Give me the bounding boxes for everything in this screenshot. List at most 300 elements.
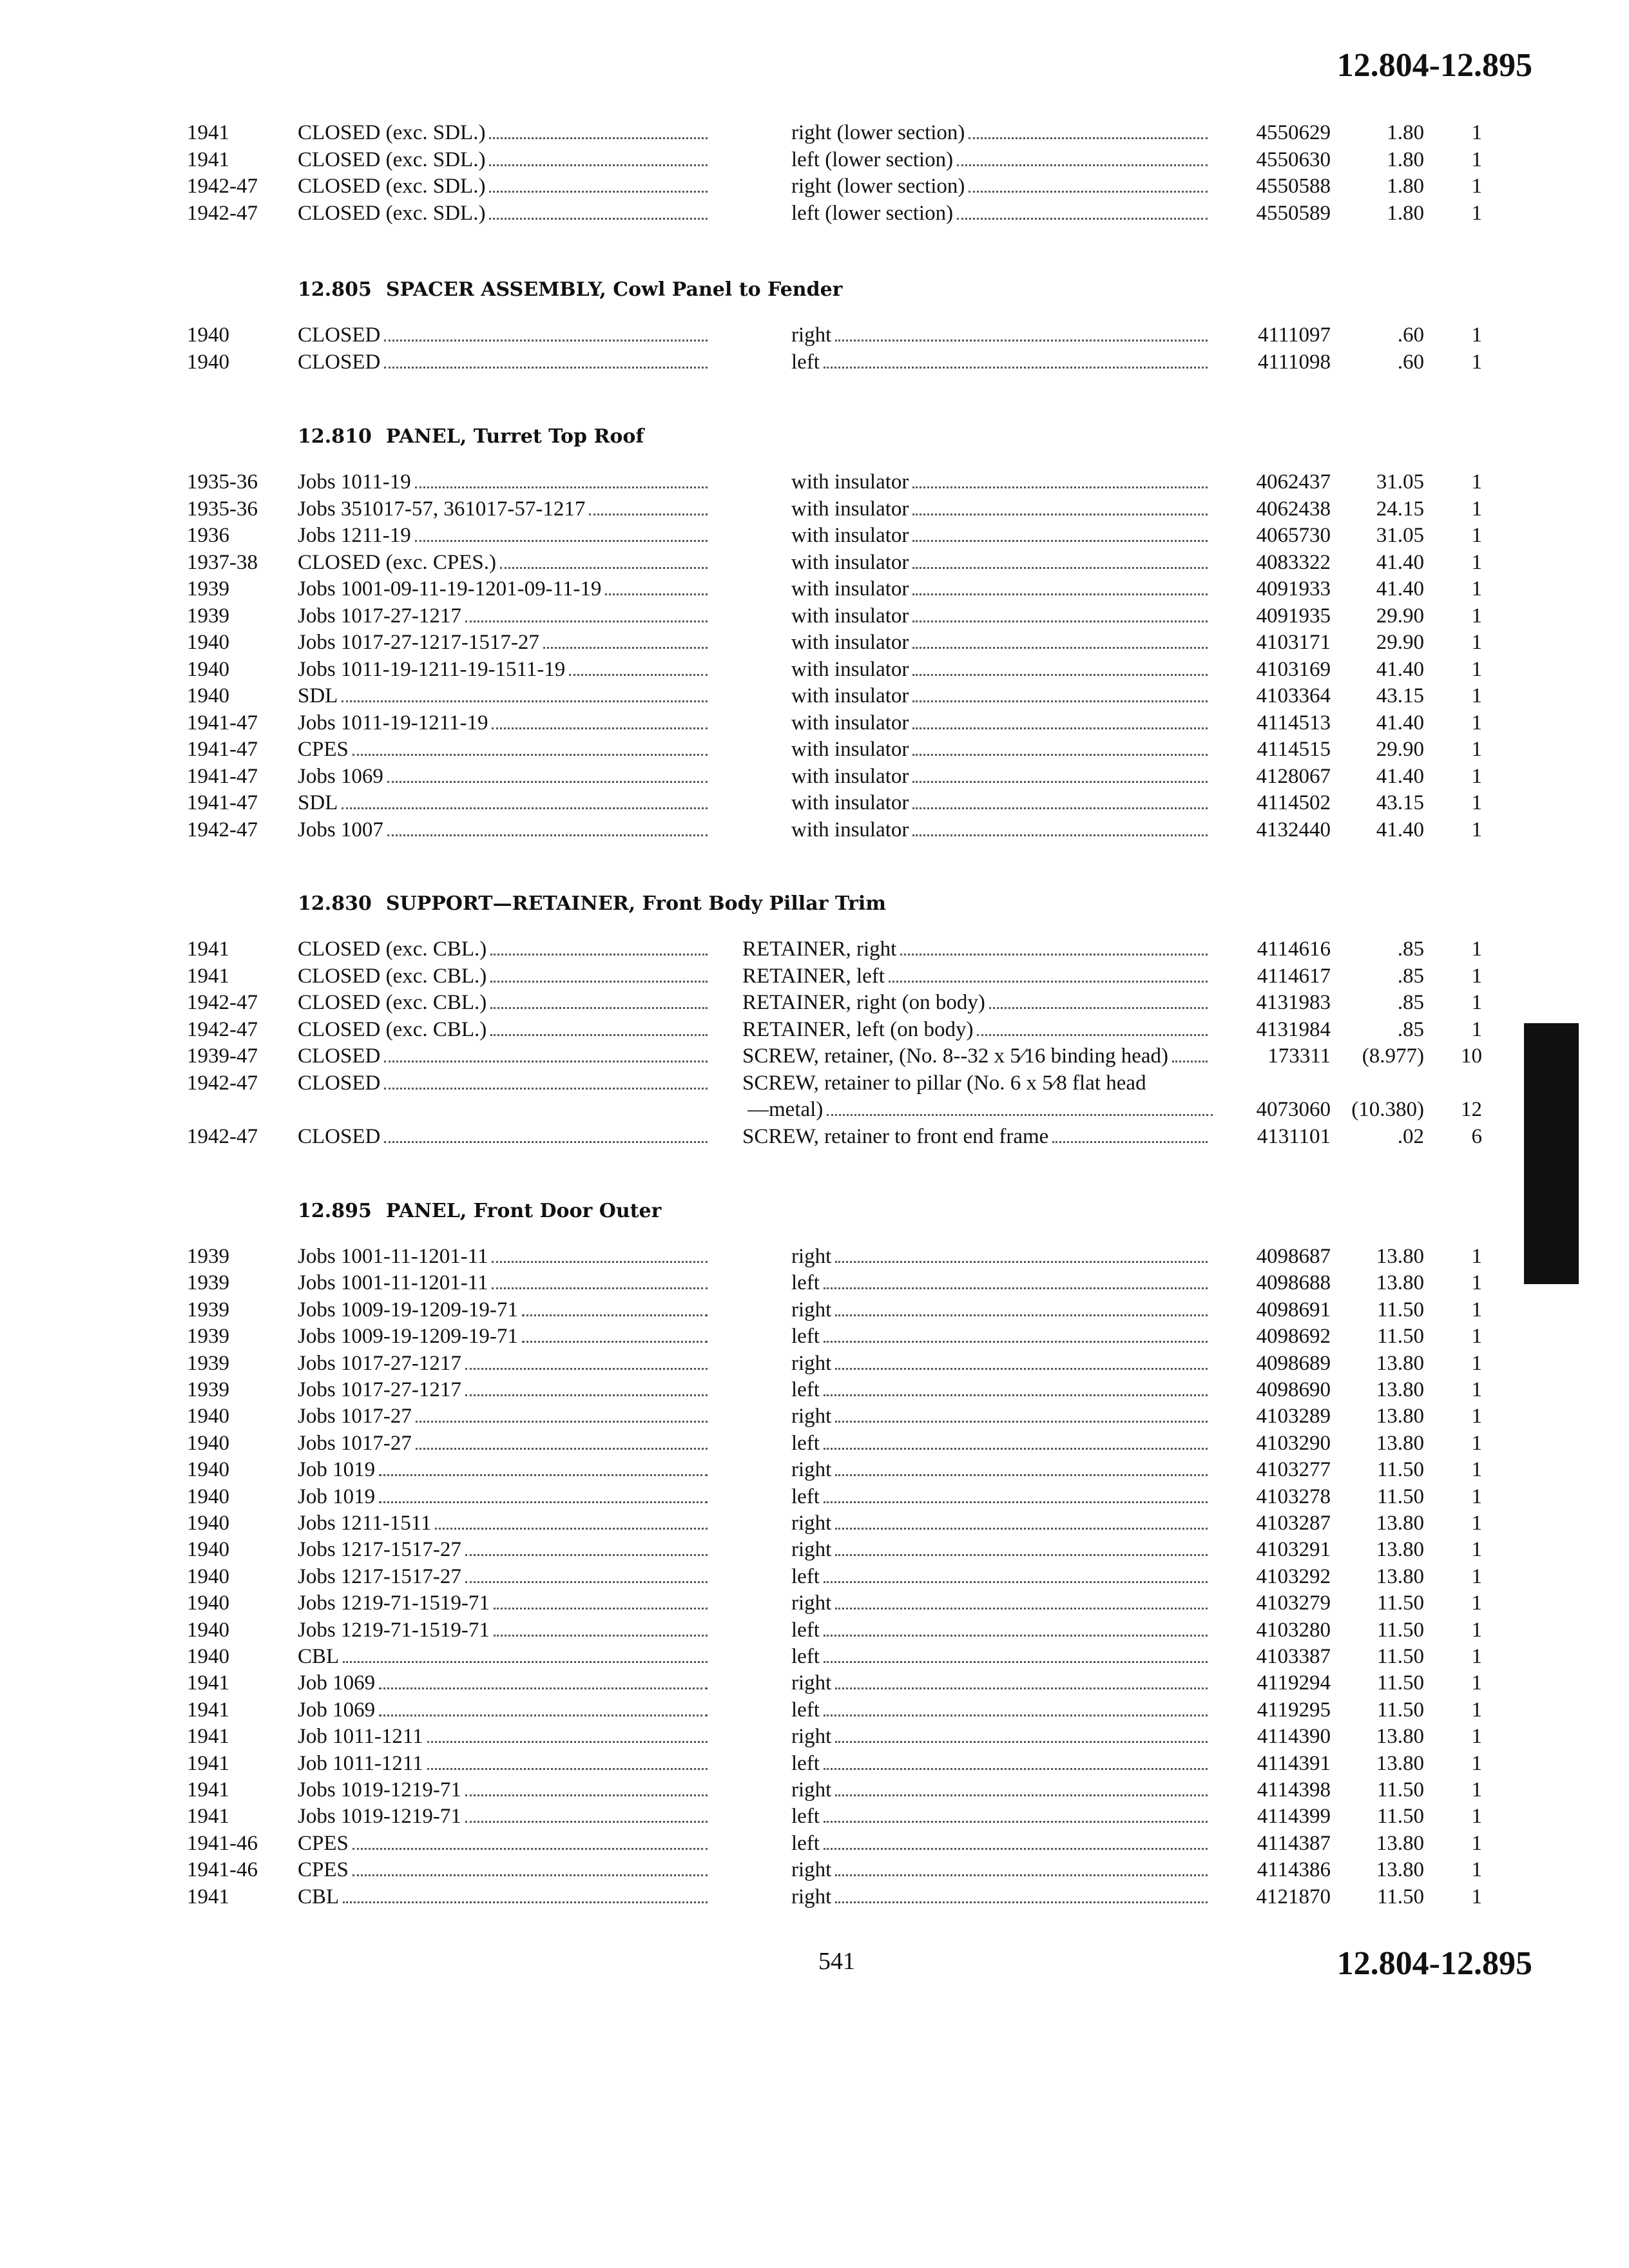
description-text: left bbox=[791, 1325, 820, 1349]
price-cell: 11.50 bbox=[1376, 1298, 1424, 1321]
body-style-cell bbox=[298, 1698, 710, 1722]
leader-dots bbox=[824, 1848, 1208, 1850]
part-number-cell: 4132440 bbox=[1256, 818, 1331, 841]
part-number-cell: 4114616 bbox=[1257, 937, 1331, 961]
leader-dots bbox=[352, 1848, 708, 1850]
leader-dots bbox=[492, 1261, 708, 1263]
leader-dots bbox=[492, 727, 708, 729]
body-style-cell bbox=[298, 1538, 710, 1562]
quantity-cell: 1 bbox=[1471, 1751, 1482, 1775]
year-cell: 1941-47 bbox=[187, 738, 258, 761]
quantity-cell: 1 bbox=[1471, 1017, 1482, 1041]
year-cell: 1940 bbox=[187, 1458, 229, 1482]
year-cell: 1940 bbox=[187, 1512, 229, 1535]
leader-dots bbox=[490, 981, 708, 983]
description-cell bbox=[791, 1485, 1210, 1509]
leader-dots bbox=[379, 1715, 708, 1716]
price-cell: 11.50 bbox=[1376, 1591, 1424, 1615]
leader-dots bbox=[384, 1141, 708, 1143]
part-number-cell: 4073060 bbox=[1256, 1098, 1331, 1121]
description-cell bbox=[791, 1619, 1210, 1642]
description-cell bbox=[791, 1245, 1210, 1269]
body-style-text: CLOSED (exc. SDL.) bbox=[298, 201, 486, 225]
price-cell: 31.05 bbox=[1376, 524, 1424, 547]
body-style-cell bbox=[298, 1072, 710, 1095]
description-cell bbox=[791, 1832, 1210, 1856]
body-style-cell bbox=[298, 765, 710, 789]
leader-dots bbox=[912, 514, 1208, 515]
part-number-cell: 4114399 bbox=[1257, 1805, 1331, 1829]
section-name: SUPPORT—RETAINER, Front Body Pillar Trim bbox=[385, 892, 886, 915]
price-cell: 13.80 bbox=[1376, 1858, 1424, 1882]
year-cell: 1941 bbox=[187, 1725, 229, 1749]
body-style-cell bbox=[298, 1352, 710, 1376]
description-text: with insulator bbox=[791, 764, 909, 788]
body-style-text: CLOSED bbox=[298, 1044, 381, 1068]
price-cell: 1.80 bbox=[1387, 175, 1424, 198]
body-style-cell bbox=[298, 1778, 710, 1802]
price-cell: 11.50 bbox=[1376, 1805, 1424, 1829]
leader-dots bbox=[835, 1554, 1208, 1556]
description-text: right bbox=[791, 1458, 832, 1482]
description-cell bbox=[791, 497, 1210, 521]
body-style-cell bbox=[298, 1805, 710, 1829]
year-cell: 1940 bbox=[187, 1564, 229, 1588]
table-row bbox=[0, 1378, 1629, 1405]
year-cell: 1935-36 bbox=[187, 470, 258, 494]
year-cell: 1940 bbox=[187, 1485, 229, 1508]
leader-dots bbox=[379, 1501, 708, 1503]
part-number-cell: 4131983 bbox=[1256, 991, 1331, 1014]
description-cell bbox=[791, 1591, 1210, 1615]
description-cell bbox=[791, 1885, 1210, 1909]
quantity-cell: 1 bbox=[1471, 738, 1482, 761]
description-text: left (lower section) bbox=[791, 201, 954, 225]
description-text: right bbox=[791, 323, 832, 347]
description-cell bbox=[791, 658, 1210, 682]
leader-dots bbox=[912, 593, 1208, 595]
price-cell: .85 bbox=[1397, 964, 1424, 988]
leader-dots bbox=[969, 191, 1208, 193]
body-style-text: Job 1011-1211 bbox=[298, 1751, 423, 1775]
description-cell bbox=[791, 631, 1210, 655]
description-cell bbox=[791, 1512, 1210, 1535]
leader-dots bbox=[1172, 1061, 1208, 1062]
year-cell: 1940 bbox=[187, 684, 229, 707]
leader-dots bbox=[379, 1687, 708, 1689]
body-style-text: CLOSED (exc. SDL.) bbox=[298, 121, 486, 144]
description-cell bbox=[742, 1018, 1210, 1042]
part-number-cell: 4083322 bbox=[1256, 550, 1331, 574]
quantity-cell: 1 bbox=[1471, 323, 1482, 347]
description-text: with insulator bbox=[791, 818, 909, 841]
quantity-cell: 1 bbox=[1471, 711, 1482, 735]
leader-dots bbox=[490, 1034, 708, 1036]
body-style-text: Jobs 1001-11-1201-11 bbox=[298, 1271, 488, 1295]
leader-dots bbox=[1052, 1141, 1208, 1143]
description-cell bbox=[791, 470, 1210, 494]
body-style-text: Jobs 1009-19-1209-19-71 bbox=[298, 1325, 518, 1349]
year-cell: 1940 bbox=[187, 1618, 229, 1642]
body-style-text: Jobs 1001-11-1201-11 bbox=[298, 1245, 488, 1268]
body-style-text: Jobs 1001-09-11-19-1201-09-11-19 bbox=[298, 577, 602, 601]
body-style-text: Job 1069 bbox=[298, 1671, 376, 1695]
part-number-cell: 4128067 bbox=[1256, 764, 1331, 788]
part-number-cell: 4103279 bbox=[1256, 1591, 1331, 1615]
part-number-cell: 4103171 bbox=[1256, 631, 1331, 654]
body-style-text: Jobs 351017-57, 361017-57-1217 bbox=[298, 497, 586, 521]
year-cell: 1939 bbox=[187, 1271, 229, 1295]
leader-dots bbox=[824, 1635, 1208, 1637]
description-text: right bbox=[791, 1405, 832, 1428]
price-cell: 11.50 bbox=[1376, 1645, 1424, 1668]
year-cell: 1941 bbox=[187, 1698, 229, 1722]
part-number-cell: 4103364 bbox=[1256, 684, 1331, 707]
part-number-cell: 4114390 bbox=[1257, 1725, 1331, 1749]
body-style-cell bbox=[298, 1125, 710, 1149]
table-row bbox=[0, 1725, 1629, 1751]
table-row bbox=[0, 1645, 1629, 1671]
quantity-cell: 1 bbox=[1471, 818, 1482, 841]
body-style-cell bbox=[298, 658, 710, 682]
description-cell bbox=[742, 1125, 1210, 1149]
body-style-cell bbox=[298, 991, 710, 1015]
section-title bbox=[298, 892, 886, 915]
body-style-cell bbox=[298, 470, 710, 494]
leader-dots bbox=[465, 1821, 708, 1823]
quantity-cell: 1 bbox=[1471, 1671, 1482, 1695]
description-cell bbox=[747, 1098, 1215, 1122]
body-style-cell bbox=[298, 175, 710, 198]
description-cell bbox=[791, 351, 1210, 374]
part-number-cell: 4131984 bbox=[1256, 1017, 1331, 1041]
table-row bbox=[0, 1885, 1629, 1912]
description-text: with insulator bbox=[791, 577, 909, 601]
leader-dots bbox=[824, 367, 1208, 369]
body-style-text: CLOSED bbox=[298, 350, 381, 374]
price-cell: 29.90 bbox=[1376, 631, 1424, 654]
part-number-cell: 4065730 bbox=[1256, 524, 1331, 547]
part-number-cell: 4114515 bbox=[1257, 738, 1331, 761]
quantity-cell: 1 bbox=[1471, 1245, 1482, 1268]
price-cell: 24.15 bbox=[1376, 497, 1424, 521]
quantity-cell: 1 bbox=[1471, 175, 1482, 198]
leader-dots bbox=[824, 1394, 1208, 1396]
body-style-text: Jobs 1011-19-1211-19-1511-19 bbox=[298, 657, 566, 681]
body-style-text: Job 1019 bbox=[298, 1458, 376, 1482]
year-cell: 1940 bbox=[187, 323, 229, 347]
year-cell: 1941 bbox=[187, 1778, 229, 1802]
part-number-cell: 4098690 bbox=[1256, 1378, 1331, 1401]
body-style-text: CLOSED (exc. SDL.) bbox=[298, 175, 486, 198]
price-cell: 41.40 bbox=[1376, 577, 1424, 601]
leader-dots bbox=[824, 1341, 1208, 1343]
leader-dots bbox=[465, 1554, 708, 1556]
price-cell: 13.80 bbox=[1376, 1271, 1424, 1295]
price-cell: 11.50 bbox=[1376, 1458, 1424, 1482]
year-cell: 1939 bbox=[187, 1378, 229, 1401]
price-cell: 29.90 bbox=[1376, 738, 1424, 761]
year-cell: 1941 bbox=[187, 148, 229, 171]
description-text: right (lower section) bbox=[791, 121, 965, 144]
description-text: with insulator bbox=[791, 604, 909, 628]
leader-dots bbox=[912, 754, 1208, 756]
leader-dots bbox=[824, 1448, 1208, 1450]
description-text: with insulator bbox=[791, 711, 909, 735]
description-cell bbox=[742, 937, 1210, 961]
leader-dots bbox=[416, 1421, 708, 1423]
part-number-cell: 4114617 bbox=[1257, 964, 1331, 988]
table-row bbox=[0, 1485, 1629, 1512]
section-number: 12.805 bbox=[298, 278, 372, 301]
table-row bbox=[0, 1271, 1629, 1298]
body-style-text: Jobs 1019-1219-71 bbox=[298, 1778, 461, 1802]
leader-dots bbox=[835, 1794, 1208, 1796]
body-style-cell bbox=[298, 818, 710, 842]
description-cell bbox=[791, 323, 1210, 347]
year-cell: 1939 bbox=[187, 1298, 229, 1321]
leader-dots bbox=[489, 137, 708, 139]
part-number-cell: 4103278 bbox=[1256, 1485, 1331, 1508]
quantity-cell: 1 bbox=[1471, 121, 1482, 144]
leader-dots bbox=[835, 1314, 1208, 1316]
quantity-cell: 1 bbox=[1471, 1831, 1482, 1855]
body-style-text: CBL bbox=[298, 1885, 340, 1908]
year-cell: 1942-47 bbox=[187, 991, 258, 1014]
leader-dots bbox=[427, 1768, 708, 1770]
description-cell bbox=[791, 1858, 1210, 1882]
quantity-cell: 1 bbox=[1471, 937, 1482, 961]
quantity-cell: 1 bbox=[1471, 1885, 1482, 1908]
quantity-cell: 1 bbox=[1471, 1645, 1482, 1668]
year-cell: 1942-47 bbox=[187, 818, 258, 841]
year-cell: 1941-47 bbox=[187, 711, 258, 735]
table-row bbox=[0, 1565, 1629, 1591]
table-row bbox=[0, 991, 1629, 1017]
description-text: with insulator bbox=[791, 738, 909, 761]
price-cell: 41.40 bbox=[1376, 818, 1424, 841]
table-row bbox=[0, 470, 1629, 497]
table-row bbox=[0, 1832, 1629, 1858]
price-cell: (8.977) bbox=[1362, 1044, 1424, 1068]
table-row bbox=[0, 631, 1629, 657]
description-cell bbox=[791, 1725, 1210, 1749]
body-style-cell bbox=[298, 1018, 710, 1042]
description-text: RETAINER, right bbox=[742, 937, 897, 961]
year-cell: 1940 bbox=[187, 1431, 229, 1455]
body-style-cell bbox=[298, 1325, 710, 1349]
description-text: right bbox=[791, 1298, 832, 1321]
year-cell: 1939 bbox=[187, 1351, 229, 1375]
price-cell: (10.380) bbox=[1351, 1098, 1424, 1121]
leader-dots bbox=[489, 191, 708, 193]
body-style-cell bbox=[298, 631, 710, 655]
leader-dots bbox=[912, 647, 1208, 649]
leader-dots bbox=[465, 1394, 708, 1396]
body-style-text: Jobs 1219-71-1519-71 bbox=[298, 1591, 490, 1615]
description-cell bbox=[791, 1565, 1210, 1589]
year-cell: 1942-47 bbox=[187, 175, 258, 198]
quantity-cell: 1 bbox=[1471, 1698, 1482, 1722]
leader-dots bbox=[489, 218, 708, 220]
quantity-cell: 1 bbox=[1471, 1538, 1482, 1562]
leader-dots bbox=[889, 981, 1208, 983]
table-row bbox=[0, 765, 1629, 791]
description-text: with insulator bbox=[791, 497, 909, 521]
year-cell: 1940 bbox=[187, 1538, 229, 1562]
table-row bbox=[0, 1591, 1629, 1618]
body-style-text: Jobs 1017-27 bbox=[298, 1431, 412, 1455]
part-number-cell: 4091935 bbox=[1256, 604, 1331, 628]
body-style-cell bbox=[298, 684, 710, 708]
quantity-cell: 1 bbox=[1471, 1858, 1482, 1882]
body-style-cell bbox=[298, 497, 710, 521]
body-style-text: Jobs 1011-19 bbox=[298, 470, 411, 494]
quantity-cell: 1 bbox=[1471, 577, 1482, 601]
body-style-text: Jobs 1211-19 bbox=[298, 524, 411, 547]
quantity-cell: 1 bbox=[1471, 350, 1482, 374]
description-cell bbox=[791, 604, 1210, 628]
table-row bbox=[0, 1805, 1629, 1831]
body-style-cell bbox=[298, 1458, 710, 1482]
body-style-text: Jobs 1017-27 bbox=[298, 1405, 412, 1428]
body-style-cell bbox=[298, 577, 710, 601]
leader-dots bbox=[384, 340, 708, 341]
leader-dots bbox=[352, 1874, 708, 1876]
table-row bbox=[0, 937, 1629, 964]
price-cell: 13.80 bbox=[1376, 1751, 1424, 1775]
part-number-cell: 4121870 bbox=[1256, 1885, 1331, 1908]
table-row bbox=[0, 1125, 1629, 1151]
leader-dots bbox=[384, 1061, 708, 1062]
body-style-cell bbox=[298, 1512, 710, 1535]
description-cell bbox=[791, 1778, 1210, 1802]
leader-dots bbox=[824, 1768, 1208, 1770]
price-cell: .02 bbox=[1397, 1124, 1424, 1148]
description-text: with insulator bbox=[791, 791, 909, 814]
year-cell: 1941 bbox=[187, 937, 229, 961]
part-number-cell: 4098689 bbox=[1256, 1351, 1331, 1375]
quantity-cell: 12 bbox=[1461, 1098, 1482, 1121]
price-cell: 13.80 bbox=[1376, 1431, 1424, 1455]
leader-dots bbox=[977, 1034, 1208, 1036]
price-cell: 1.80 bbox=[1387, 121, 1424, 144]
leader-dots bbox=[465, 620, 708, 622]
description-text: with insulator bbox=[791, 631, 909, 654]
price-cell: 11.50 bbox=[1376, 1778, 1424, 1802]
body-style-cell bbox=[298, 1725, 710, 1749]
price-cell: 11.50 bbox=[1376, 1325, 1424, 1349]
part-number-cell: 4103289 bbox=[1256, 1405, 1331, 1428]
description-text: left bbox=[791, 1271, 820, 1295]
body-style-text: Jobs 1069 bbox=[298, 764, 383, 788]
part-number-cell: 4550629 bbox=[1256, 121, 1331, 144]
leader-dots bbox=[824, 1821, 1208, 1823]
part-number-cell: 4103292 bbox=[1256, 1564, 1331, 1588]
body-style-cell bbox=[298, 351, 710, 374]
year-cell: 1939 bbox=[187, 577, 229, 601]
price-cell: 43.15 bbox=[1376, 791, 1424, 814]
quantity-cell: 1 bbox=[1471, 1298, 1482, 1321]
thumb-index-tab bbox=[1524, 1023, 1579, 1284]
table-row bbox=[0, 202, 1629, 228]
body-style-text: Jobs 1019-1219-71 bbox=[298, 1805, 461, 1829]
body-style-cell bbox=[298, 524, 710, 548]
description-cell bbox=[791, 1671, 1210, 1695]
quantity-cell: 1 bbox=[1471, 1351, 1482, 1375]
section-title bbox=[298, 1200, 661, 1222]
table-row bbox=[0, 497, 1629, 524]
leader-dots bbox=[912, 807, 1208, 809]
body-style-text: Jobs 1219-71-1519-71 bbox=[298, 1618, 490, 1642]
part-number-cell: 4114391 bbox=[1257, 1751, 1331, 1775]
description-text: RETAINER, right (on body) bbox=[742, 991, 985, 1014]
leader-dots bbox=[912, 727, 1208, 729]
leader-dots bbox=[465, 1581, 708, 1583]
description-cell bbox=[791, 1538, 1210, 1562]
leader-dots bbox=[343, 1661, 708, 1663]
part-number-cell: 4103291 bbox=[1256, 1538, 1331, 1562]
leader-dots bbox=[384, 367, 708, 369]
table-row bbox=[0, 1044, 1629, 1071]
body-style-text: CPES bbox=[298, 1831, 349, 1855]
description-text: SCREW, retainer, (No. 8--32 x 5⁄16 binding head) bbox=[742, 1044, 1169, 1068]
description-text: right bbox=[791, 1725, 832, 1749]
description-text: right bbox=[791, 1778, 832, 1802]
part-number-cell: 4114398 bbox=[1257, 1778, 1331, 1802]
price-cell: 13.80 bbox=[1376, 1351, 1424, 1375]
table-row bbox=[0, 791, 1629, 818]
description-text: left bbox=[791, 1431, 820, 1455]
leader-dots bbox=[824, 1287, 1208, 1289]
description-cell bbox=[791, 577, 1210, 601]
leader-dots bbox=[490, 954, 708, 956]
body-style-text: Jobs 1011-19-1211-19 bbox=[298, 711, 488, 735]
body-style-text: Jobs 1017-27-1217-1517-27 bbox=[298, 631, 539, 654]
year-cell: 1940 bbox=[187, 1405, 229, 1428]
year-cell: 1941 bbox=[187, 1671, 229, 1695]
table-row bbox=[0, 1098, 1629, 1124]
part-number-cell: 4103280 bbox=[1256, 1618, 1331, 1642]
description-text: right bbox=[791, 1538, 832, 1562]
section-name: PANEL, Front Door Outer bbox=[385, 1200, 662, 1222]
leader-dots bbox=[912, 674, 1208, 676]
price-cell: 41.40 bbox=[1376, 764, 1424, 788]
leader-dots bbox=[835, 1528, 1208, 1530]
year-cell: 1940 bbox=[187, 350, 229, 374]
price-cell: .85 bbox=[1397, 991, 1424, 1014]
body-style-cell bbox=[298, 1378, 710, 1402]
body-style-text: CBL bbox=[298, 1645, 340, 1668]
table-row bbox=[0, 577, 1629, 604]
description-text: right bbox=[791, 1885, 832, 1908]
quantity-cell: 1 bbox=[1471, 1485, 1482, 1508]
leader-dots bbox=[912, 567, 1208, 569]
description-cell bbox=[791, 1645, 1210, 1669]
price-cell: 41.40 bbox=[1376, 711, 1424, 735]
part-number-cell: 4098688 bbox=[1256, 1271, 1331, 1295]
year-cell: 1942-47 bbox=[187, 201, 258, 225]
body-style-text: Jobs 1211-1511 bbox=[298, 1512, 432, 1535]
table-row bbox=[0, 175, 1629, 201]
quantity-cell: 1 bbox=[1471, 631, 1482, 654]
body-style-cell bbox=[298, 551, 710, 575]
part-number-cell: 4131101 bbox=[1257, 1124, 1331, 1148]
body-style-cell bbox=[298, 1271, 710, 1295]
leader-dots bbox=[522, 1341, 708, 1343]
price-cell: 11.50 bbox=[1376, 1885, 1424, 1908]
quantity-cell: 1 bbox=[1471, 550, 1482, 574]
